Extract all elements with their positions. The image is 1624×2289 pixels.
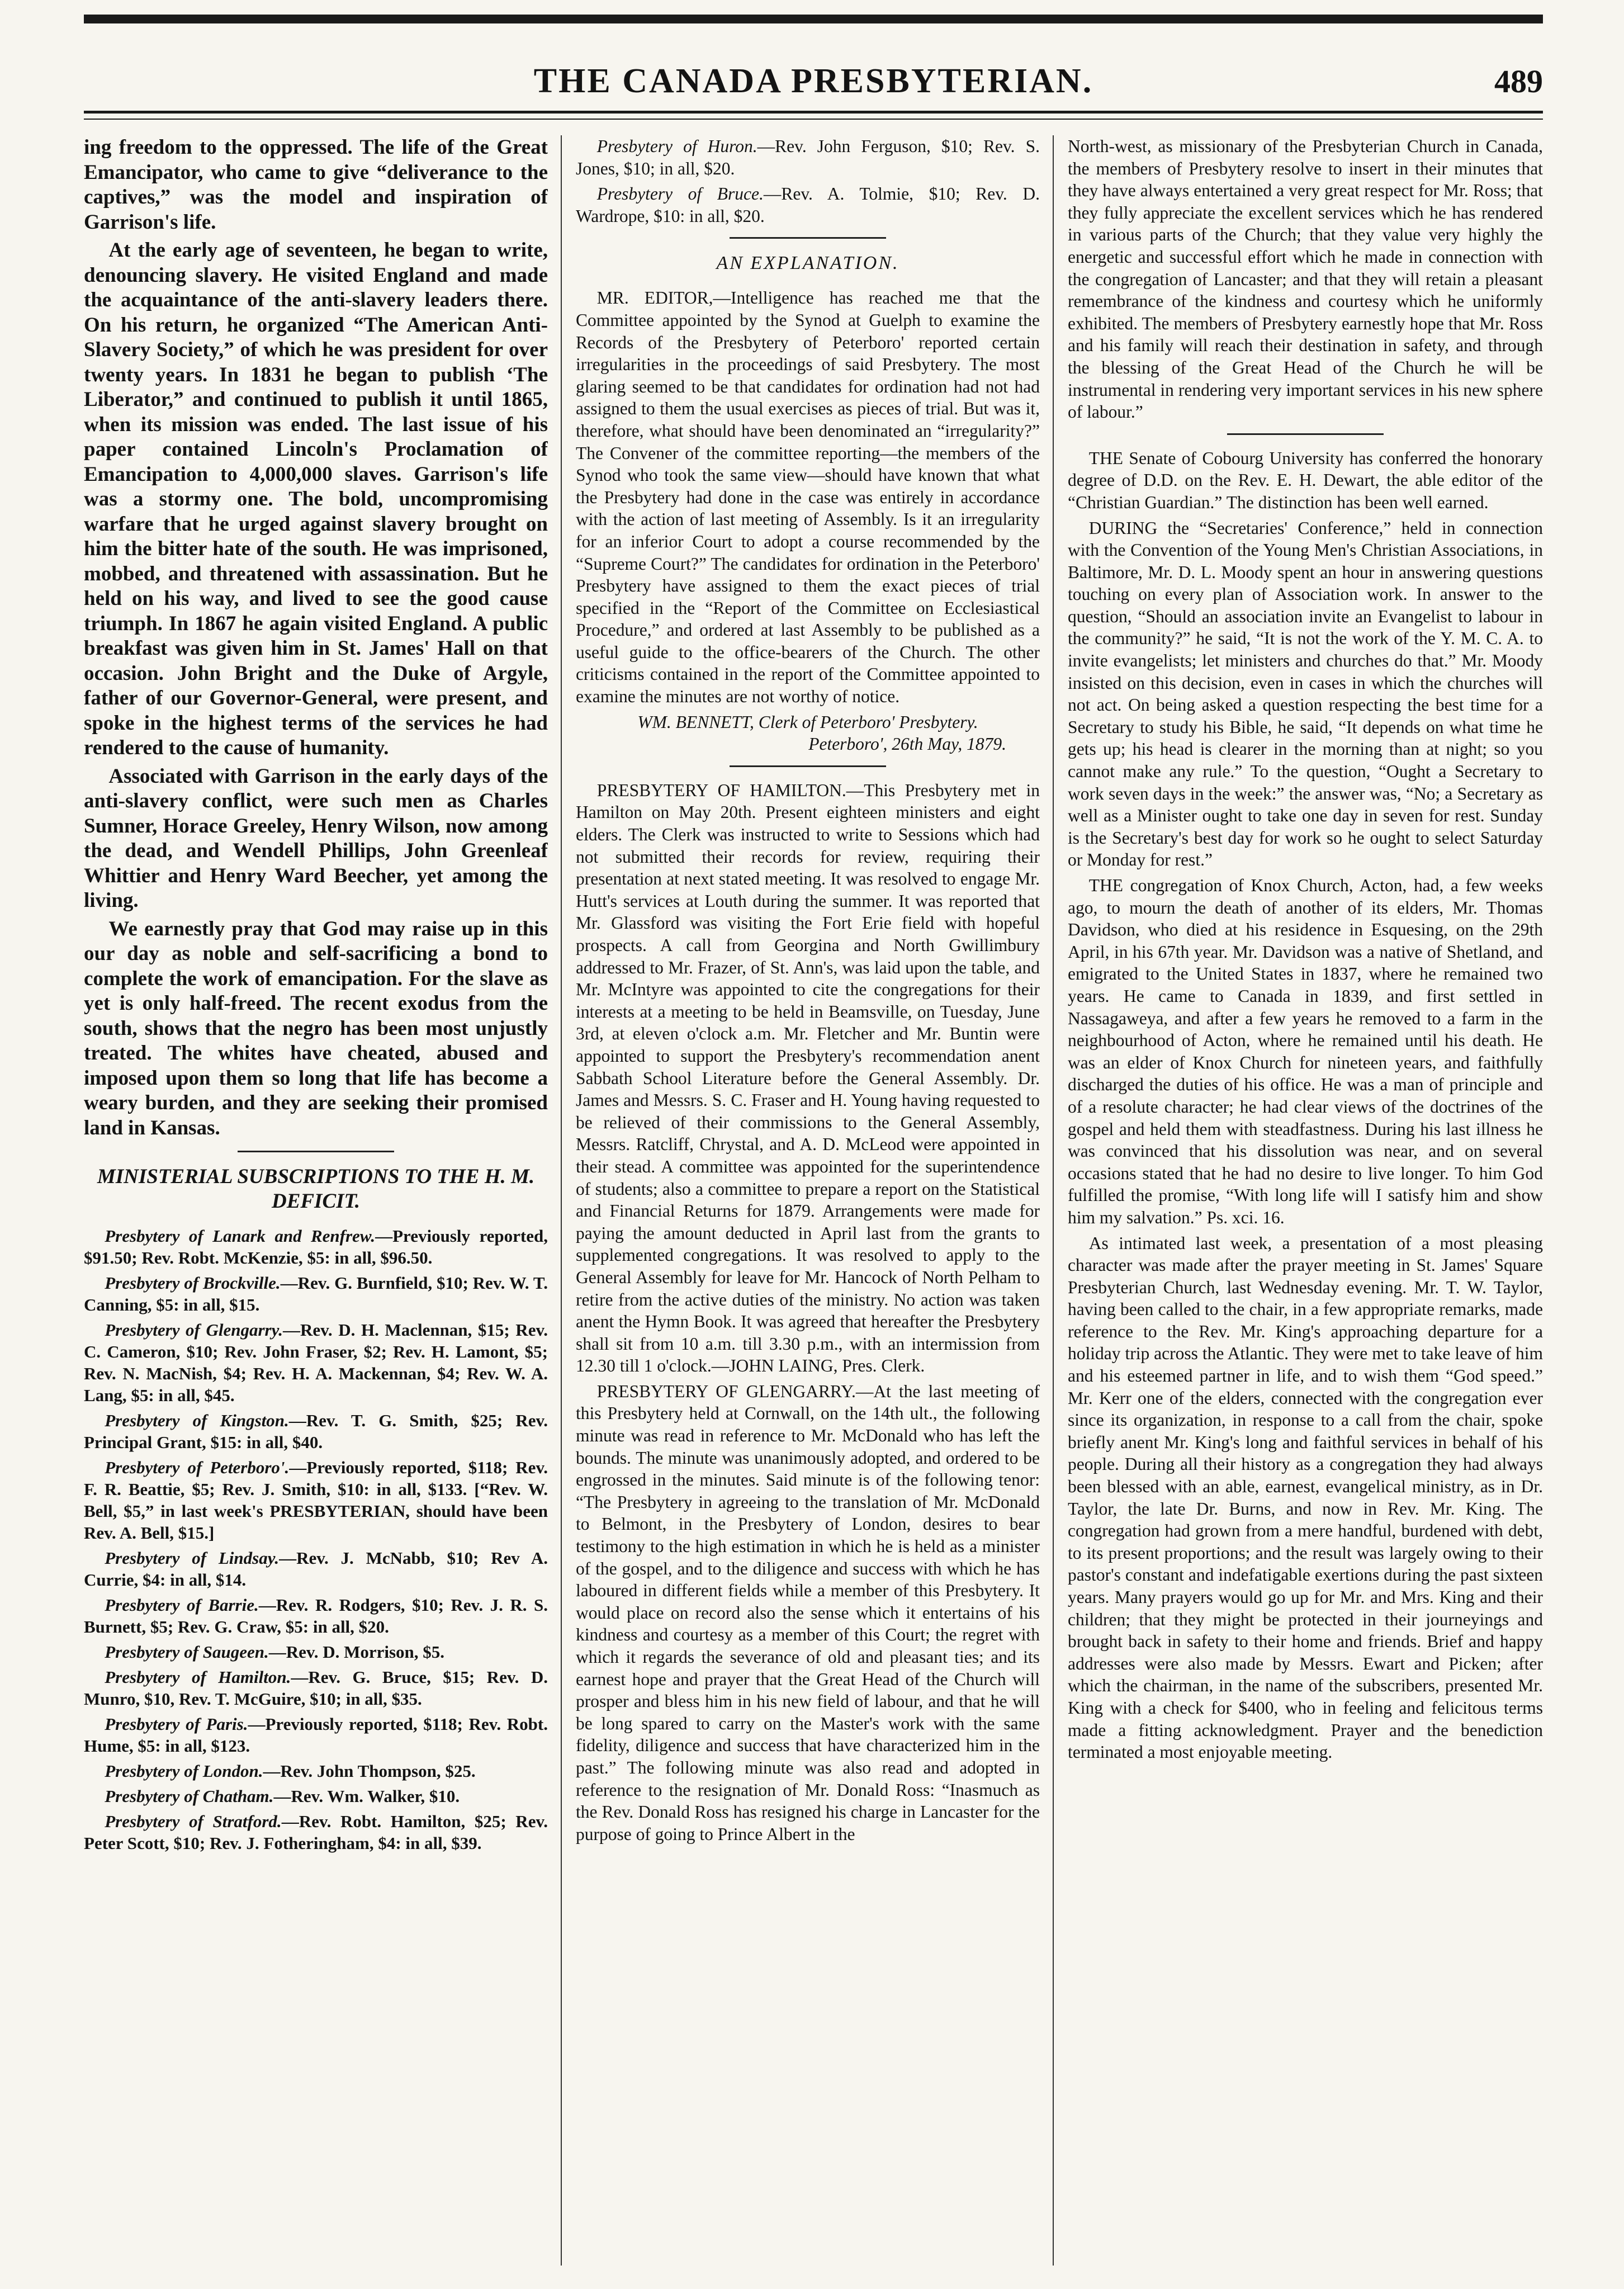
presbytery-name: Presbytery of Brockville. [105, 1273, 281, 1293]
presbytery-name: Presbytery of Bruce. [596, 184, 764, 204]
top-border-rule [84, 15, 1543, 23]
presbytery-name: Presbytery of Stratford. [105, 1812, 282, 1831]
presbytery-name: Presbytery of Saugeen. [105, 1642, 269, 1662]
subscription-entry [576, 183, 1040, 227]
subscription-text: —Rev. D. Morrison, $5. [268, 1642, 445, 1662]
section-divider [730, 765, 886, 767]
subscription-text: —Previously reported, $91.50; Rev. Robt. McKenzie, $5: in all, $96.50. [84, 1226, 548, 1268]
column-3 [1068, 135, 1543, 2266]
explanation-heading: AN EXPLANATION. [716, 253, 899, 274]
presbytery-name: Presbytery of London. [105, 1761, 263, 1781]
subscription-entry [84, 1456, 548, 1544]
subscription-entry [84, 1760, 548, 1782]
glengarry-report: PRESBYTERY OF GLENGARRY.—At the last meeting of this Presbytery held at Cornwall, on the 14th ult., the following minute was read in reference to Mr. McDonald who has left the bounds. The minute was unanimously adopted, and ordered to be engrossed in the minutes. Said minute is of the following tenor: “The Presbytery in agreeing to the translation of Mr. McDonald to Belmont, in the Presbytery of London, desires to bear testimony to the high estimation in which he is held as a minister of the gospel, and to the diligence and success with which he has laboured in different fields while a member of this Presbytery. It would place on record also the sense which it entertains of his kindness and courtesy as a member of this Court; the regret with which it regards the severance of old and pleasant ties; and its earnest hope and prayer that the Great Head of the Church will prosper and bless him in his new field of labour, and that he will be long spared to carry on the Master's work with the same fidelity, diligence and success that have characterized him in the past.” The following minute was also read and adopted in reference to the resignation of Mr. Donald Ross: “Inasmuch as the Rev. Donald Ross has resigned his charge in Lancaster for the purpose of going to Prince Albert in the [576, 1381, 1040, 1844]
subscription-text: —Previously reported, $118; Rev. F. R. Beattie, $5; Rev. J. Smith, $10: in all, $133. [“Rev. W. Bell, $5,” in last week's PRESBYTERIAN, should have been Rev. A. Bell, $15.] [84, 1458, 548, 1543]
garrison-paragraph-1: ing freedom to the oppressed. The life of the Great Emancipator, who came to give “deliverance to the captives,” was the model and inspiration of Garrison's life. [84, 136, 548, 234]
subscription-entry [84, 1641, 548, 1663]
presbytery-name: Presbytery of Huron. [596, 136, 757, 156]
subscription-text: —Rev. Wm. Walker, $10. [273, 1786, 460, 1806]
section-divider [1227, 433, 1384, 435]
subscription-text: —Rev. R. Rodgers, $10; Rev. J. R. S. Burnett, $5; Rev. G. Craw, $5: in all, $20. [84, 1595, 548, 1637]
subscription-text: —Rev. John Thompson, $25. [263, 1761, 476, 1781]
presbytery-name: Presbytery of Peterboro'. [105, 1458, 290, 1477]
subscription-entry [84, 1810, 548, 1854]
subscription-entry [84, 1713, 548, 1757]
header-rule-thick [84, 111, 1543, 113]
presbytery-name: Presbytery of Hamilton. [105, 1667, 291, 1687]
subscription-text: —Rev. D. H. Maclennan, $15; Rev. C. Cameron, $10; Rev. John Fraser, $2; Rev. H. Lamont, $5; Rev. N. MacNish, $4; Rev. H. A. Mackennan, $4; Rev. W. A. Lang, $5: in all, $45. [84, 1320, 548, 1405]
subscription-entry [84, 1594, 548, 1638]
letter-signature: WM. BENNETT, Clerk of Peterboro' Presbytery. [637, 712, 978, 732]
presentation-article: As intimated last week, a presentation of a most pleasing character was made after the prayer meeting in St. James' Square Presbyterian Church, last Wednesday evening. Mr. T. W. Taylor, having been called to the chair, in a few appropriate remarks, made reference to the Rev. Mr. King's approaching departure for a holiday trip across the Atlantic. They were met to take leave of him and his esteemed partner in life, and to wish them “God speed.” Mr. Kerr one of the elders, connected with the congregation ever since its organization, in response to a call from the chair, spoke briefly anent Mr. King's long and faithful services in behalf of his people. During all their history as a congregation they had always been blessed with an able, earnest, evangelical ministry, as in Dr. Taylor, the late Dr. Burns, and now in Rev. Mr. King. The congregation had grown from a mere handful, burdened with debt, to its present proportions; and the result was largely owing to their pastor's constant and indefatigable exertions during the past sixteen years. Many prayers would go up for Mr. and Mrs. King and their children; that they might be protected in their journeyings and brought back in safety to their home and friends. Brief and happy addresses were also made by Messrs. Ewart and Picken; after which the chairman, in the name of the subscribers, presented Mr. King with a check for $400, who in feeling and felicitous terms made a fitting acknowledgment. Prayer and the benediction terminated a most enjoyable meeting. [1068, 1233, 1543, 1762]
subscription-entry [576, 135, 1040, 179]
page-number: 489 [1494, 63, 1543, 100]
column-1 [84, 135, 548, 2266]
header-rule-thin [84, 119, 1543, 120]
subscription-text: —Rev. G. Burnfield, $10; Rev. W. T. Canning, $5: in all, $15. [84, 1273, 548, 1314]
subscription-text: —Rev. A. Tolmie, $10; Rev. D. Wardrope, $10: in all, $20. [576, 184, 1040, 226]
subscription-text: —Rev. T. G. Smith, $25; Rev. Principal Grant, $15: in all, $40. [84, 1411, 548, 1452]
subscriptions-list [84, 1225, 548, 1854]
column-2 [576, 135, 1040, 2266]
letter-signature-place: Peterboro', 26th May, 1879. [808, 734, 1006, 754]
subscription-entry [84, 1547, 548, 1591]
garrison-paragraph-3: Associated with Garrison in the early days of the anti-slavery conflict, were such men as Charles Sumner, Horace Greeley, Henry Wilson, now among the dead, and Wendell Phillips, John Greenleaf Whittier and Henry Ward Beecher, yet among the living. [84, 764, 548, 912]
presbytery-name: Presbytery of Barrie. [105, 1595, 259, 1615]
presbytery-name: Presbytery of Lindsay. [105, 1548, 280, 1568]
garrison-paragraph-2: At the early age of seventeen, he began to write, denouncing slavery. He visited England and made the acquaintance of the anti-slavery leaders there. On his return, he organized “The American Anti-Slavery Society,” of which he was president for over twenty years. In 1831 he began to publish ‘The Liberator,” and continued to publish it until 1865, when its mission was ended. The last issue of his paper contained Lincoln's Proclamation of Emancipation to 4,000,000 slaves. Garrison's life was a stormy one. The bold, uncompromising warfare that he urged against slavery brought on him the bitter hate of the south. He was imprisoned, mobbed, and threatened with assassination. But he held on his way, and lived to see the good cause triumph. In 1867 he again visited England. A public breakfast was given him in St. James' Hall on that occasion. John Bright and the Duke of Argyle, father of our Governor-General, were present, and spoke in the highest terms of the services he had rendered to the cause of humanity. [84, 239, 548, 759]
presbytery-name: Presbytery of Paris. [105, 1714, 248, 1734]
page-title: THE CANADA PRESBYTERIAN. [533, 62, 1093, 100]
explanation-letter: MR. EDITOR,—Intelligence has reached me that the Committee appointed by the Synod at Guelph to examine the Records of the Presbytery of Peterboro' reported certain irregularities in the proceedings of said Presbytery. The most glaring seemed to be that candidates for ordination had not had assigned to them the usual exercises as pieces of trial. But was it, therefore, what should have been denominated an “irregularity?” The Convener of the committee reporting—the members of the Synod who took the same view—should have known that what the Presbytery had done in the case was entirely in accordance with the action of last meeting of Assembly. Is it an irregularity for an inferior Court to adopt a course recommended by the “Supreme Court?” The candidates for ordination in the Peterboro' Presbytery have assigned to them the exact pieces of trial specified in the “Report of the Committee on Ecclesiastical Procedure,” and ordered at last Assembly to be published as a useful guide to the office-bearers of the Church. The other criticisms contained in the report of the Committee appointed to examine the minutes are not worthy of notice. [576, 288, 1040, 707]
subscription-text: —Rev. G. Bruce, $15; Rev. D. Munro, $10, Rev. T. McGuire, $10; in all, $35. [84, 1667, 548, 1709]
garrison-paragraph-4: We earnestly pray that God may raise up in this our day as noble and self-sacrificing a bond to complete the work of emancipation. For the slave as yet is only half-freed. The recent exodus from the south, shows that the negro has been most unjustly treated. The whites have cheated, abused and imposed upon them so long that life has become a weary burden, and they are seeking their promised land in Kansas. [84, 917, 548, 1139]
subscription-entry [84, 1319, 548, 1406]
cobourg-degree-notice: THE Senate of Cobourg University has conferred the honorary degree of D.D. on the Rev. E. H. Dewart, the able editor of the “Christian Guardian.” The distinction has been well earned. [1068, 448, 1543, 512]
subscription-text: —Rev. John Ferguson, $10; Rev. S. Jones, $10; in all, $20. [576, 136, 1040, 178]
subscription-entry [84, 1666, 548, 1710]
subscription-entry [84, 1785, 548, 1807]
presbytery-name: Presbytery of Lanark and Renfrew. [105, 1226, 376, 1246]
column-divider-2 [1053, 135, 1054, 2266]
knox-church-obituary: THE congregation of Knox Church, Acton, had, a few weeks ago, to mourn the death of another of its elders, Mr. Thomas Davidson, who died at his residence in Esquesing, on the 29th April, in his 67th year. Mr. Davidson was a native of Shetland, and emigrated to the United States in 1837, where he remained two years. He came to Canada in 1839, and first settled in Nassagaweya, and after a few years he removed to a farm in the neighbourhood of Acton, where he remained until his death. He was an elder of Knox Church for nineteen years, and faithfully discharged the duties of his office. He was a man of principle and of a resolute character; he had clear views of the doctrines of the gospel and held them with steadfastness. During his last illness he was convinced that his dissolution was near, and on several occasions stated that he had no desire to live longer. To him God fulfilled the promise, “With long life will I satisfy him and show him my salvation.” Ps. xci. 16. [1068, 876, 1543, 1227]
section-divider [730, 237, 886, 239]
subscription-text: —Previously reported, $118; Rev. Robt. Hume, $5: in all, $123. [84, 1714, 548, 1756]
subscription-entry [84, 1410, 548, 1453]
subscription-text: —Rev. Robt. Hamilton, $25; Rev. Peter Scott, $10; Rev. J. Fotheringham, $4: in all, $39. [84, 1812, 548, 1853]
subscriptions-heading: MINISTERIAL SUBSCRIPTIONS TO THE H. M. DEFICIT. [97, 1165, 535, 1213]
subscription-entry [84, 1272, 548, 1316]
secretaries-conference-article: DURING the “Secretaries' Conference,” held in connection with the Convention of the Young Men's Christian Associations, in Baltimore, Mr. D. L. Moody spent an hour in answering questions touching on every plan of Association work. In answer to the question, “Should an association invite an Evangelist to labour in the community?” he said, “It is not the work of the Y. M. C. A. to invite evangelists; let ministers and churches do that.” Mr. Moody insisted on this decision, even in cases in which the churches will not act. On being asked a question respecting the best time for a Secretary to study his Bible, he said, “It depends on what time he gets up; his head is clearer in the morning than at night; so you cannot make any rule.” To the question, “Ought a Secretary to work seven days in the week:” the answer was, “No; a Secretary as well as a Minister ought to take one day in seven for rest. Sunday is the Secretary's best day for work so he ought to select Saturday or Monday for rest.” [1068, 518, 1543, 870]
subscription-entry [84, 1225, 548, 1269]
subscription-text: —Rev. J. McNabb, $10; Rev A. Currie, $4: in all, $14. [84, 1548, 548, 1590]
presbytery-name: Presbytery of Chatham. [105, 1786, 274, 1806]
section-divider [238, 1151, 394, 1152]
presbytery-name: Presbytery of Glengarry. [105, 1320, 283, 1340]
masthead [84, 62, 1543, 112]
column-divider-1 [561, 135, 562, 2266]
hamilton-report: PRESBYTERY OF HAMILTON.—This Presbytery met in Hamilton on May 20th. Present eighteen ministers and eight elders. The Clerk was instructed to write to Sessions which had not submitted their records for review, requiring their presentation at next stated meeting. It was resolved to engage Mr. Hutt's services at Louth during the summer. It was reported that Mr. Glassford was visiting the Fort Erie field with hopeful prospects. A call from Georgina and North Gwillimbury addressed to Mr. Frazer, of St. Ann's, was laid upon the table, and Mr. McIntyre was appointed to cite the congregations for their interests at a meeting to be held in Beamsville, on Tuesday, June 3rd, at eleven o'clock a.m. Mr. Fletcher and Mr. Buntin were appointed to support the Presbytery's recommendation anent Sabbath School Literature before the General Assembly. Dr. James and Messrs. S. C. Fraser and H. Young having requested to be relieved of their commissions to the General Assembly, Messrs. Ratcliff, Chrystal, and A. D. McLeod were appointed in their stead. A committee was appointed for the superintendence of students; also a committee to prepare a report on the Statistical and Financial Returns for 1879. Arrangements were made for paying the amount deducted in April last from the grants to supplemented congregations. It was resolved to apply to the General Assembly for leave for Mr. Hancock of North Pelham to retire from the active duties of the ministry. No action was taken anent the Hymn Book. It was agreed that hereafter the Presbytery shall sit from 10 a.m. till 3.30 p.m., with an intermission from 12.30 till 1 o'clock.—JOHN LAING, Pres. Clerk. [576, 780, 1040, 1376]
ross-resolution-continued: North-west, as missionary of the Presbyterian Church in Canada, the members of Presbytery resolve to insert in their minutes that they have always entertained a very great respect for Mr. Ross; that they fully appreciate the excellent services which he has rendered in various parts of the Church; that they value very highly the energetic and successful effort which he made in connection with the congregation of Lancaster; and that they will retain a pleasant remembrance of the kindness and courtesy which he uniformly exhibited. The members of Presbytery earnestly hope that Mr. Ross and his family will reach their destination in safety, and through the blessing of the Great Head of the Church he will be instrumental in rendering very important services in his new sphere of labour.” [1068, 136, 1543, 422]
presbytery-name: Presbytery of Kingston. [105, 1411, 289, 1430]
